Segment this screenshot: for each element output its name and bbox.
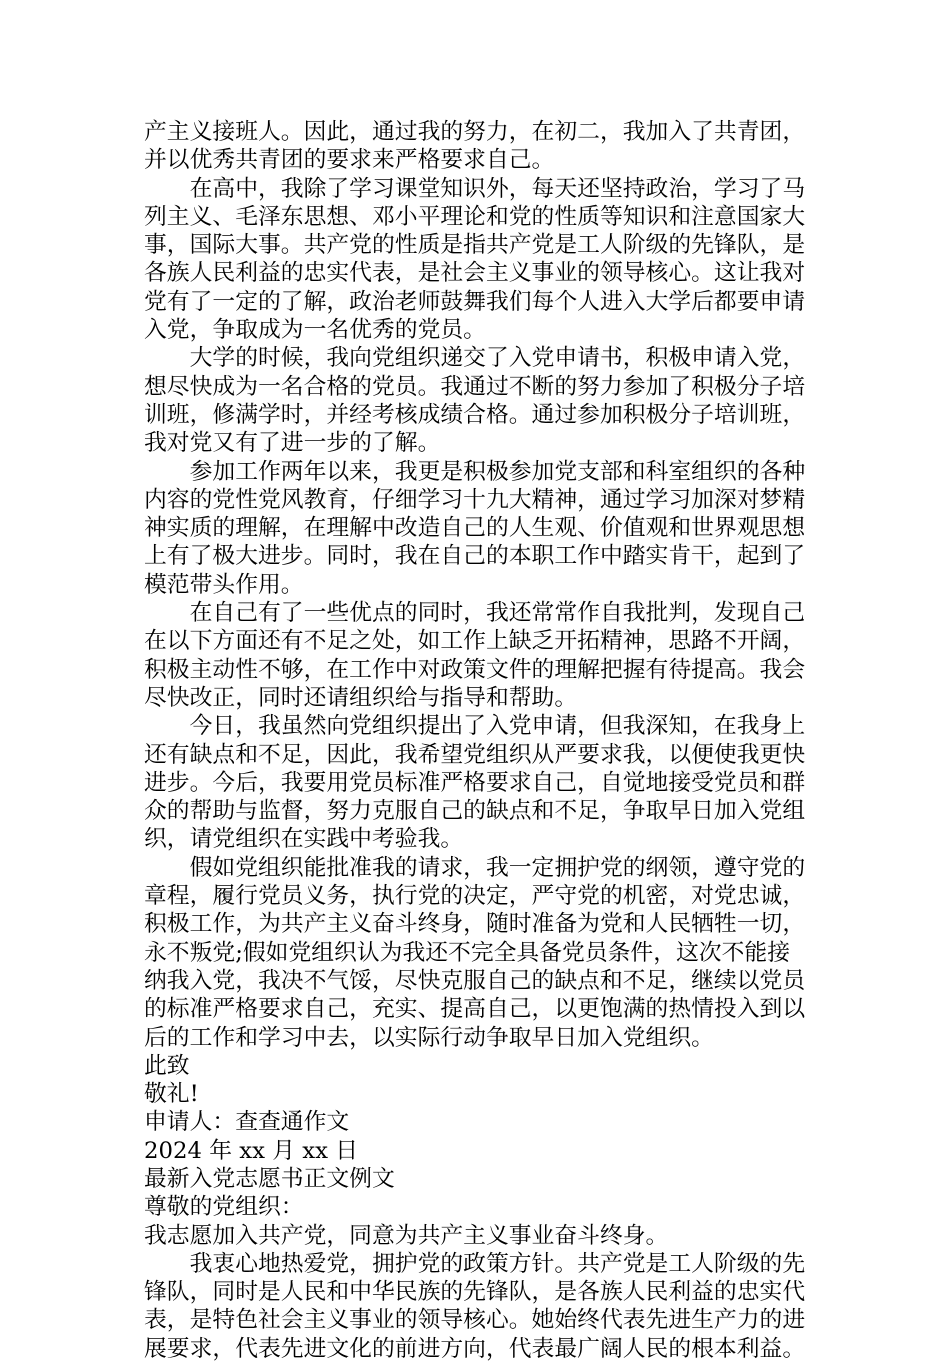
body-paragraph: 大学的时候，我向党组织递交了入党申请书，积极申请入党，想尽快成为一名合格的党员。我通过不断的努力参加了积极分子培训班，修满学时，并经考核成绩合格。通过参加积极分子培训班，我对党又有了进一步的了解。 [144,345,806,457]
letter-greeting: 尊敬的党组织： [144,1194,304,1221]
body-paragraph: 在高中，我除了学习课堂知识外，每天还坚持政治，学习了马列主义、毛泽东思想、邓小平理论和党的性质等知识和注意国家大事，国际大事。共产党的性质是指共产党是工人阶级的先锋队，是各族人民利益的忠实代表，是社会主义事业的领导核心。这让我对党有了一定的了解，政治老师鼓舞我们每个人进入大学后都要申请入党，争取成为一名优秀的党员。 [144,175,806,344]
applicant-signature: 申请人：查查通作文 [144,1109,350,1136]
body-paragraph: 参加工作两年以来，我更是积极参加党支部和科室组织的各种内容的党性党风教育，仔细学习十九大精神，通过学习加深对梦精神实质的理解，在理解中改造自己的人生观、价值观和世界观思想上有了极大进步。同时，我在自己的本职工作中踏实肯干，起到了模范带头作用。 [144,458,806,598]
body-paragraph: 我志愿加入共产党，同意为共产主义事业奋斗终身。 [144,1222,669,1249]
body-paragraph: 假如党组织能批准我的请求，我一定拥护党的纲领，遵守党的章程，履行党员义务，执行党的决定，严守党的机密，对党忠诚，积极工作，为共产主义奋斗终身，随时准备为党和人民牺牲一切，永不叛党;假如党组织认为我还不完全具备党员条件，这次不能接纳我入党，我决不气馁，尽快克服自己的缺点和不足，继续以党员的标准严格要求自己，充实、提高自己，以更饱满的热情投入到以后的工作和学习中去，以实际行动争取早日加入党组织。 [144,854,806,1051]
letter-date: 2024 年 xx 月 xx 日 [144,1137,359,1164]
body-paragraph: 今日，我虽然向党组织提出了入党申请，但我深知，在我身上还有缺点和不足，因此，我希望党组织从严要求我，以便使我更快进步。今后，我要用党员标准严格要求自己，自觉地接受党员和群众的帮助与监督，努力克服自己的缺点和不足，争取早日加入党组织，请党组织在实践中考验我。 [144,713,806,853]
closing-regards: 敬礼! [144,1081,199,1108]
document-page [144,118,808,1363]
body-paragraph: 在自己有了一些优点的同时，我还常常作自我批判，发现自己在以下方面还有不足之处，如工作上缺乏开拓精神，思路不开阔，积极主动性不够，在工作中对政策文件的理解把握有待提高。我会尽快改正，同时还请组织给与指导和帮助。 [144,600,806,711]
closing-salutation: 此致 [144,1052,190,1079]
body-paragraph: 产主义接班人。因此，通过我的努力，在初二，我加入了共青团，并以优秀共青团的要求来严格要求自己。 [144,119,806,174]
body-paragraph: 我衷心地热爱党，拥护党的政策方针。共产党是工人阶级的先锋队，同时是人民和中华民族的先锋队，是各族人民利益的忠实代表，是特色社会主义事业的领导核心。她始终代表先进生产力的进展要求，代表先进文化的前进方向，代表最广阔人民的根本利益。 [144,1250,806,1362]
section-title: 最新入党志愿书正文例文 [144,1165,395,1192]
